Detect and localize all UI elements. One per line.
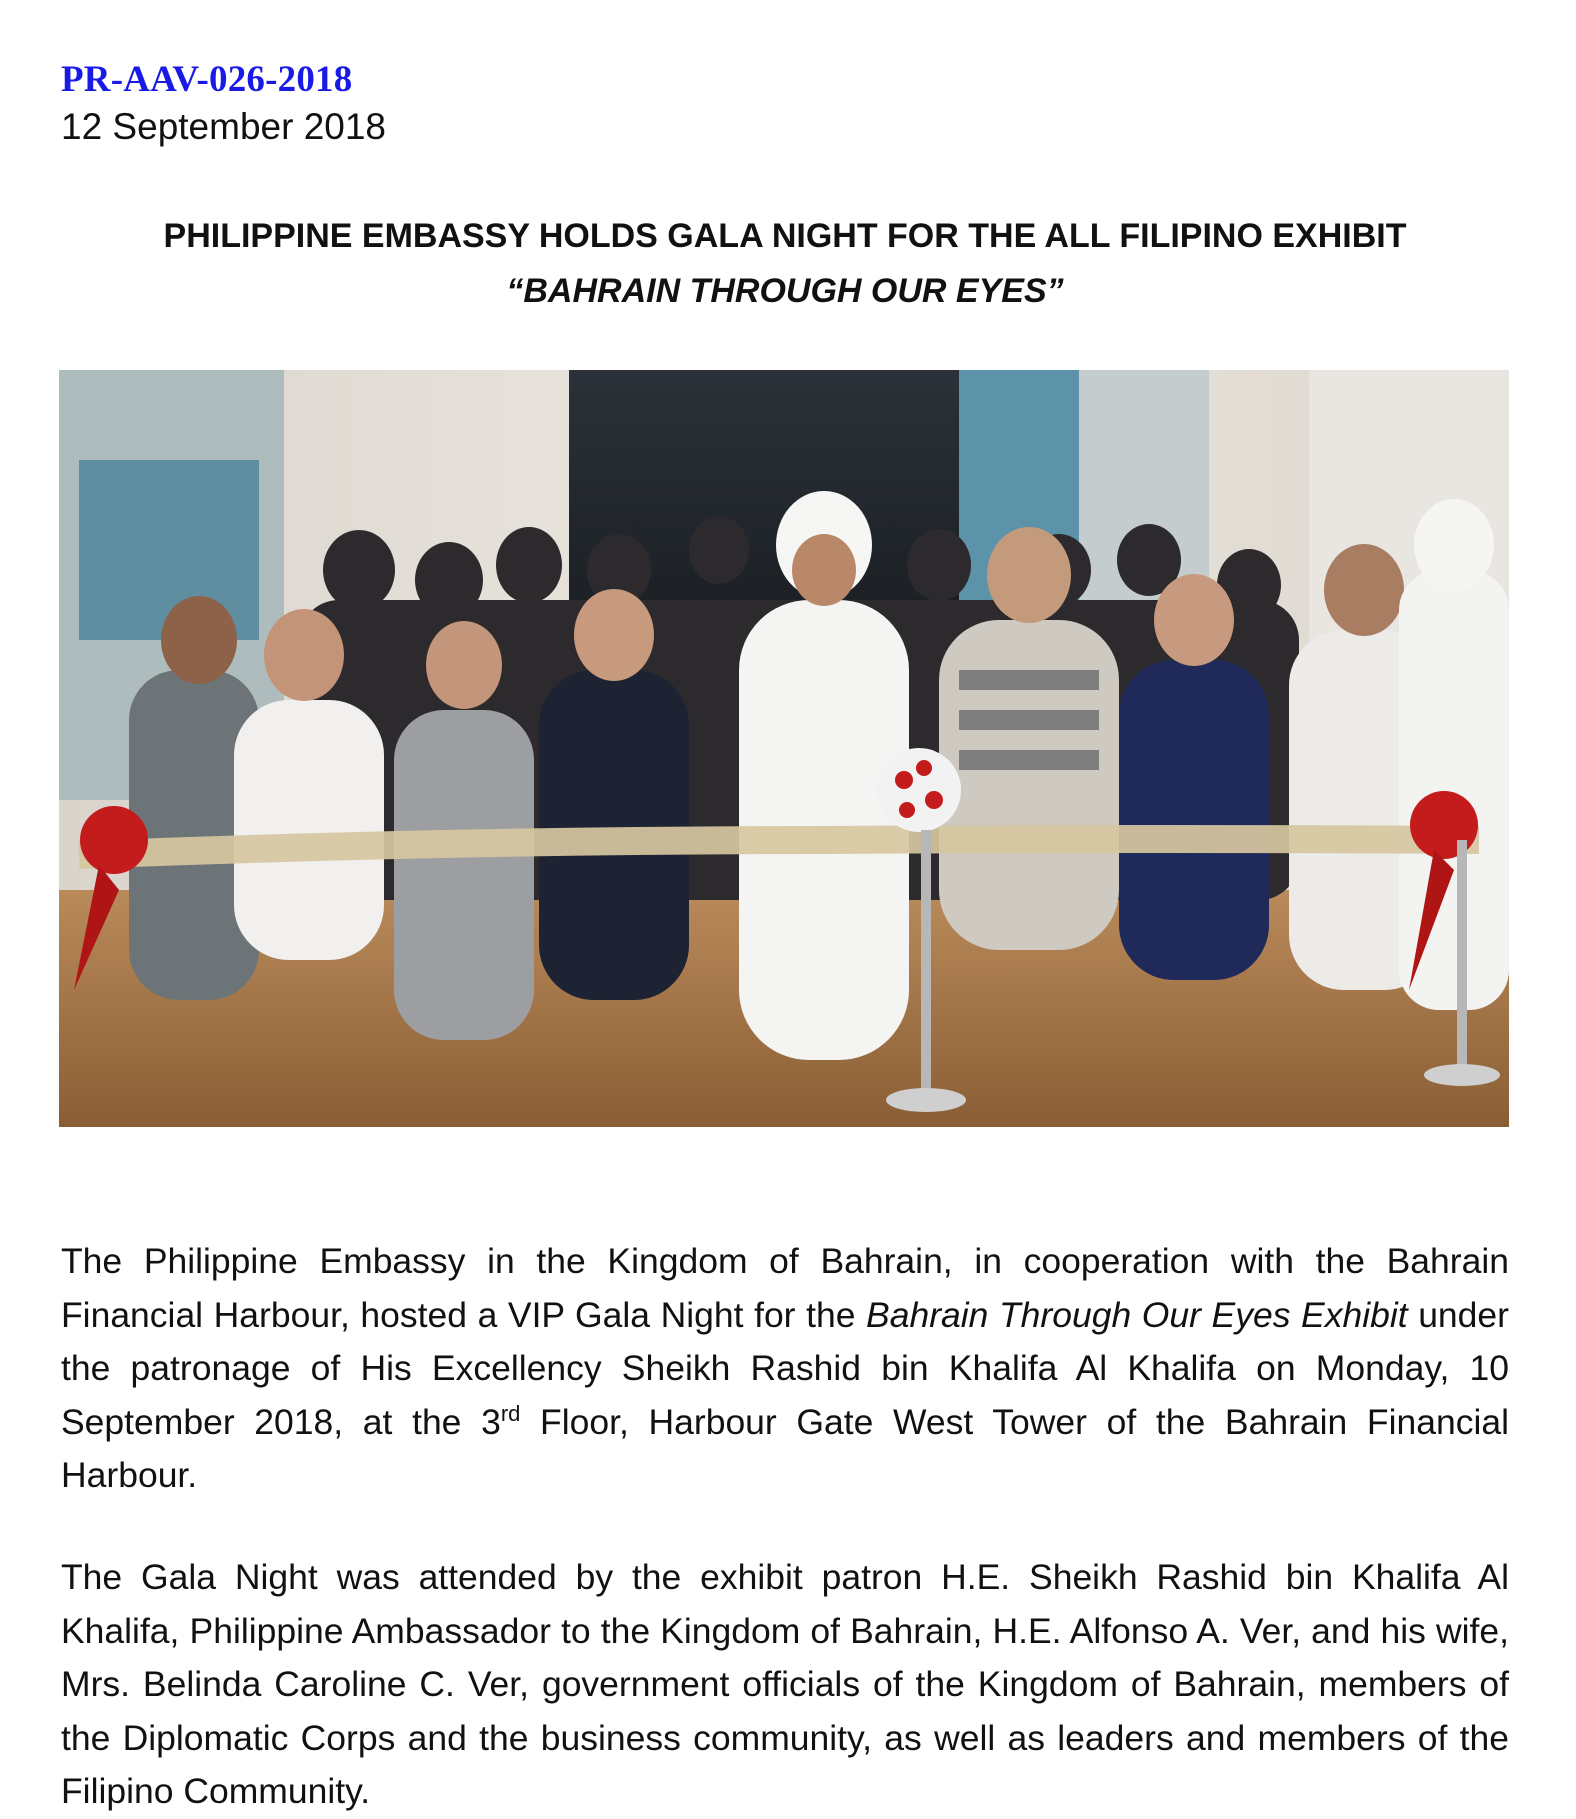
exhibit-name: Bahrain Through Our Eyes Exhibit xyxy=(866,1294,1408,1335)
ordinal-suffix: rd xyxy=(500,1400,521,1426)
document-date: 12 September 2018 xyxy=(61,106,387,147)
ribbon-cutting-photo xyxy=(59,370,1509,1127)
document-code: PR-AAV-026-2018 xyxy=(61,59,353,100)
paragraph1-end: Floor, Harbour Gate West Tower of the Bahrain Financial Harbour. xyxy=(61,1401,1509,1495)
paragraph-event-intro xyxy=(61,1235,1509,1503)
paragraph1-intro: The Philippine Embassy in the Kingdom of Bahrain, in cooperation with the Bahrain Financial Harbour, hosted a VIP Gala Night for the xyxy=(61,1241,1509,1335)
paragraph-attendees: The Gala Night was attended by the exhibit patron H.E. Sheikh Rashid bin Khalifa Al Khalifa, Philippine Ambassador to the Kingdom of Bahrain, H.E. Alfonso A. Ver, and his wife, Mrs. Belinda Caroline C. Ver, government officials of the Kingdom of Bahrain, members of the Diplomatic Corps and the business community, as well as leaders and members of the Filipino Community. xyxy=(61,1557,1509,1811)
headline-title: PHILIPPINE EMBASSY HOLDS GALA NIGHT FOR THE ALL FILIPINO EXHIBIT xyxy=(163,217,1407,255)
headline-subtitle: “BAHRAIN THROUGH OUR EYES” xyxy=(506,272,1064,310)
paragraph1-middle: under the patronage of His Excellency Sheikh Rashid bin Khalifa Al Khalifa on Monday, 10 September 2018, at the 3 xyxy=(61,1294,1509,1442)
